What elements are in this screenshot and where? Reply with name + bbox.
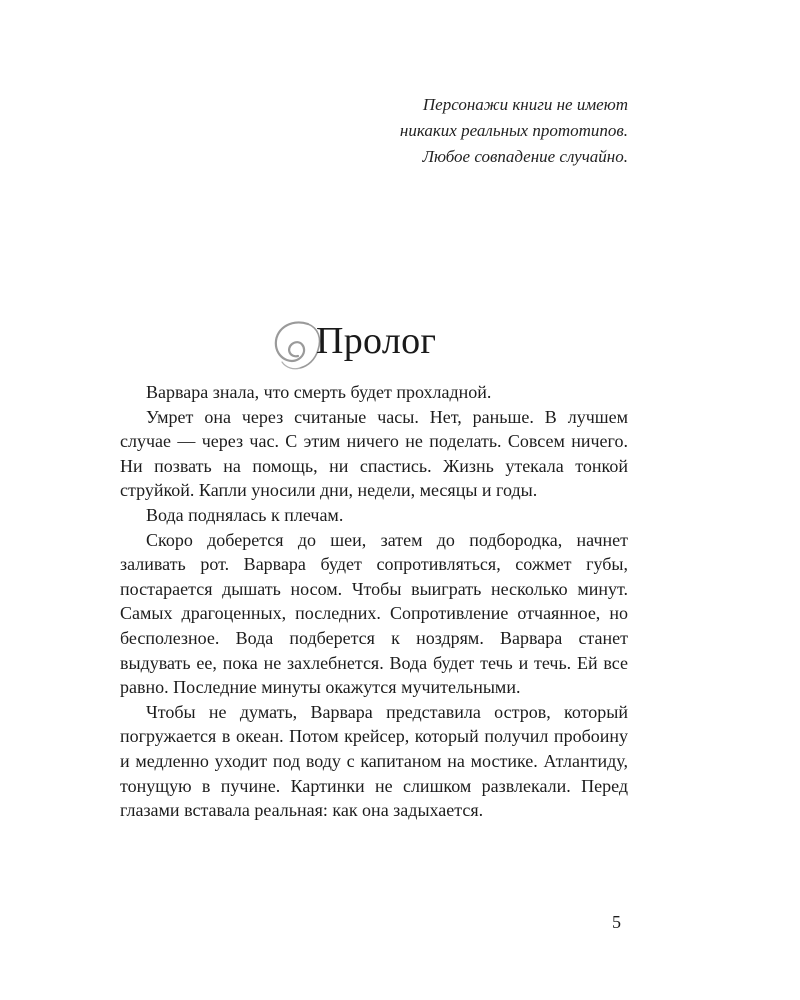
chapter-title: Пролог xyxy=(316,320,437,362)
epigraph xyxy=(400,92,628,170)
epigraph-line: Любое совпадение случайно. xyxy=(422,147,628,166)
page-number: 5 xyxy=(612,912,621,932)
paragraph: Скоро доберется до шеи, затем до подбородка, начнет заливать рот. Варвара будет сопротивляться, сожмет губы, постарается дышать носом. Чтобы выиграть несколько минут. Самых драгоценных, последних. Сопротивление отчаянное, но бесполезное. Вода подберется к ноздрям. Варвара станет выдувать ее, пока не захлебнется. Вода будет течь и течь. Ей все равно. Последние минуты окажутся мучительными. xyxy=(120,529,628,698)
paragraph: Умрет она через считаные часы. Нет, раньше. В лучшем случае — через час. С этим ничего не поделать. Совсем ничего. Ни позвать на помощь, ни спастись. Жизнь утекала тонкой струйкой. Капли уносили дни, недели, месяцы и годы. xyxy=(120,406,628,501)
body-text xyxy=(120,380,628,823)
epigraph-line: никаких реальных прототипов. xyxy=(399,121,628,140)
epigraph-line: Персонажи книги не имеют xyxy=(422,95,628,114)
paragraph: Вода поднялась к плечам. xyxy=(146,504,344,525)
paragraph: Варвара знала, что смерть будет прохладной. xyxy=(146,382,492,402)
paragraph: Чтобы не думать, Варвара представила остров, который погружается в океан. Потом крейсер, который получил пробоину и медленно уходит под воду с капитаном на мостике. Атлантиду, тонущую в пучине. Картинки не слишком развлекали. Перед глазами вставала реальная: как она задыхается. xyxy=(120,701,628,821)
chapter-heading xyxy=(268,312,468,372)
